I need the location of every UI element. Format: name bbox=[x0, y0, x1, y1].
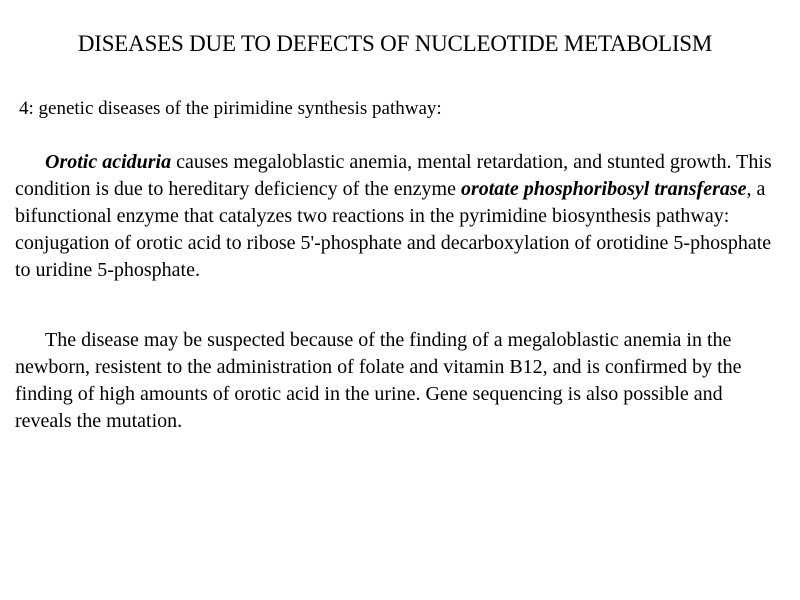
paragraph1-text-part1: causes megaloblastic anemia, mental retardation, and stunted growth. This condition is due to hereditary deficiency of the enzyme bbox=[15, 151, 772, 200]
paragraph-orotic-aciduria bbox=[15, 149, 777, 284]
term-orotic-aciduria: Orotic aciduria bbox=[45, 151, 172, 173]
paragraph-diagnosis: The disease may be suspected because of the finding of a megaloblastic anemia in the newborn, resistent to the administration of folate and vitamin B12, and is confirmed by the finding of high amounts of orotic acid in the urine. Gene sequencing is also possible and reveals the mutation. bbox=[15, 329, 742, 432]
page-title: DISEASES DUE TO DEFECTS OF NUCLEOTIDE METABOLISM bbox=[77, 31, 713, 56]
paragraph1-text-part2: , a bifunctional enzyme that catalyzes two reactions in the pyrimidine biosynthesis pathway: conjugation of orotic acid to ribose 5'-phosphate and decarboxylation of orotidine 5-phosphate to uridine 5-phosphate. bbox=[15, 178, 772, 281]
section-heading: 4: genetic diseases of the pirimidine synthesis pathway: bbox=[19, 98, 442, 119]
term-enzyme-name: orotate phosphoribosyl transferase bbox=[460, 178, 747, 200]
